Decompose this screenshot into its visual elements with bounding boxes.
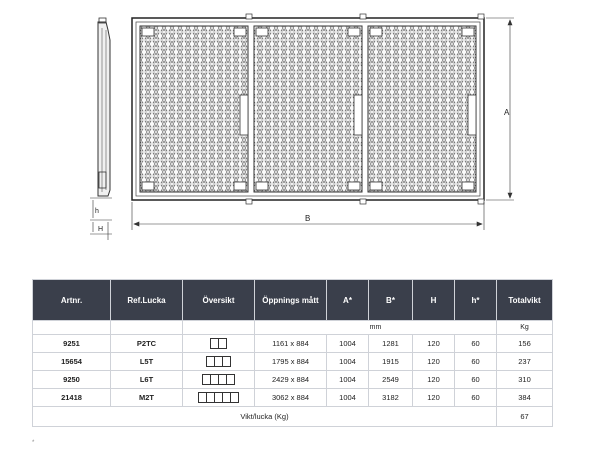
grating-panel xyxy=(368,26,476,192)
weight-per-hatch-row xyxy=(33,407,553,427)
cell-h: 60 xyxy=(455,353,497,371)
cell-artnr: 9250 xyxy=(33,371,111,389)
overview-icon xyxy=(210,338,227,349)
cell-H: 120 xyxy=(413,389,455,407)
table-row xyxy=(33,389,553,407)
col-B: B* xyxy=(369,280,413,321)
dim-B-label: B xyxy=(305,214,311,223)
cell-artnr: 9251 xyxy=(33,335,111,353)
col-ref: Ref.Lucka xyxy=(111,280,183,321)
cell-B: 2549 xyxy=(369,371,413,389)
cell-B: 1281 xyxy=(369,335,413,353)
cell-H: 120 xyxy=(413,353,455,371)
cell-overview xyxy=(183,335,255,353)
cell-A: 1004 xyxy=(327,335,369,353)
weight-per-hatch-value: 67 xyxy=(497,407,553,427)
cell-h: 60 xyxy=(455,335,497,353)
footnote-mark: * xyxy=(32,440,35,446)
col-artnr: Artnr. xyxy=(33,280,111,321)
col-h: h* xyxy=(455,280,497,321)
cell-h: 60 xyxy=(455,371,497,389)
overview-icon xyxy=(198,392,239,403)
cell-h: 60 xyxy=(455,389,497,407)
overview-icon xyxy=(202,374,235,385)
table-row xyxy=(33,353,553,371)
cell-A: 1004 xyxy=(327,353,369,371)
cell-overview xyxy=(183,371,255,389)
grating-panel xyxy=(140,26,248,192)
cell-A: 1004 xyxy=(327,389,369,407)
col-overview: Översikt xyxy=(183,280,255,321)
cell-overview xyxy=(183,353,255,371)
overview-icon xyxy=(206,356,231,367)
col-weight: Totalvikt xyxy=(497,280,553,321)
cell-overview xyxy=(183,389,255,407)
cell-artnr: 15654 xyxy=(33,353,111,371)
cell-weight: 156 xyxy=(497,335,553,353)
unit-kg: Kg xyxy=(497,321,553,335)
cell-B: 1915 xyxy=(369,353,413,371)
cell-opening: 1161 x 884 xyxy=(255,335,327,353)
cell-opening: 1795 x 884 xyxy=(255,353,327,371)
cell-ref: L5T xyxy=(111,353,183,371)
cell-H: 120 xyxy=(413,371,455,389)
cell-ref: P2TC xyxy=(111,335,183,353)
table-header-row xyxy=(33,280,553,321)
grating-panel xyxy=(254,26,362,192)
dim-H-label: H xyxy=(98,226,104,233)
cell-weight: 384 xyxy=(497,389,553,407)
cell-ref: M2T xyxy=(111,389,183,407)
table-row xyxy=(33,335,553,353)
cell-weight: 237 xyxy=(497,353,553,371)
plan-view xyxy=(132,14,484,204)
cell-ref: L6T xyxy=(111,371,183,389)
height-dimensions xyxy=(90,198,112,240)
side-view xyxy=(98,18,110,196)
col-H: H xyxy=(413,280,455,321)
unit-mm: mm xyxy=(255,321,497,335)
cell-opening: 3062 x 884 xyxy=(255,389,327,407)
cell-artnr: 21418 xyxy=(33,389,111,407)
dim-h-label: h xyxy=(95,208,99,215)
weight-per-hatch-label: Vikt/lucka (Kg) xyxy=(33,407,497,427)
cell-weight: 310 xyxy=(497,371,553,389)
spec-table xyxy=(32,279,553,427)
col-opening: Öppnings mått xyxy=(255,280,327,321)
dim-A-label: A xyxy=(504,108,510,117)
cell-A: 1004 xyxy=(327,371,369,389)
cell-opening: 2429 x 884 xyxy=(255,371,327,389)
units-row xyxy=(33,321,553,335)
table-row xyxy=(33,371,553,389)
dimension-A xyxy=(486,18,514,200)
cell-B: 3182 xyxy=(369,389,413,407)
cell-H: 120 xyxy=(413,335,455,353)
col-A: A* xyxy=(327,280,369,321)
